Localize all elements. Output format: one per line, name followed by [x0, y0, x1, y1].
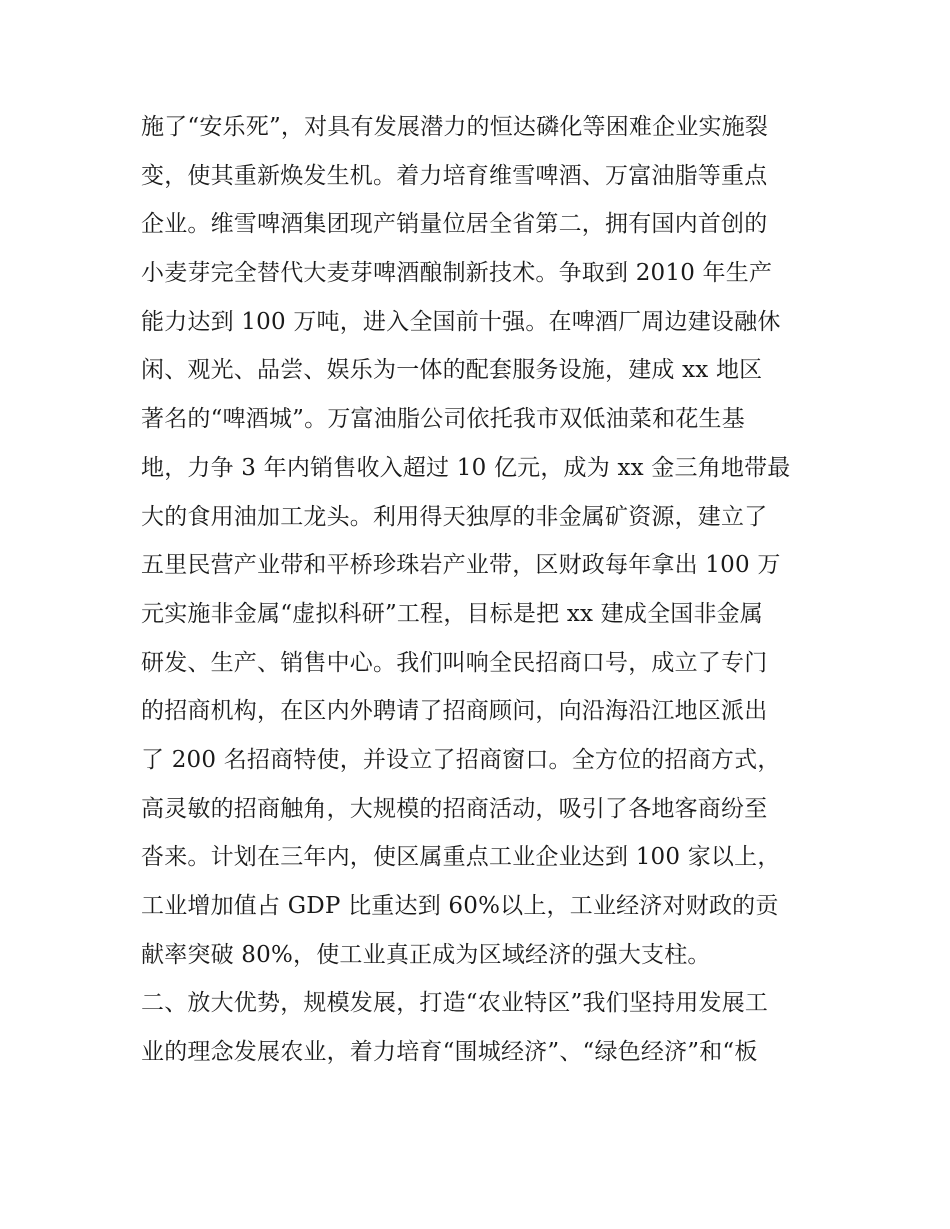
text-line: 著名的“啤酒城”。万富油脂公司依托我市双低油菜和花生基: [141, 406, 745, 433]
text-line: 了 200 名招商特使，并设立了招商窗口。全方位的招商方式，: [141, 746, 781, 773]
text-line: 工业增加值占 GDP 比重达到 60%以上，工业经济对财政的贡: [141, 893, 779, 919]
text-line: 元实施非金属“虚拟科研”工程，目标是把 xx 建成全国非金属: [141, 600, 764, 627]
body-text: [141, 103, 821, 1077]
text-line: 业的理念发展农业，着力培育“围城经济”、“绿色经济”和“板: [141, 1039, 758, 1066]
text-line: 施了“安乐死”，对具有发展潜力的恒达磷化等困难企业实施裂: [141, 114, 769, 140]
text-line: 能力达到 100 万吨，进入全国前十强。在啤酒厂周边建设融休: [141, 308, 781, 335]
text-line: 的招商机构，在区内外聘请了招商顾问，向沿海沿江地区派出: [141, 698, 768, 725]
text-line: 献率突破 80%，使工业真正成为区域经济的强大支柱。: [141, 941, 711, 968]
text-line: 大的食用油加工龙头。利用得天独厚的非金属矿资源，建立了: [141, 503, 768, 530]
text-line: 高灵敏的招商触角，大规模的招商活动，吸引了各地客商纷至: [141, 795, 768, 822]
text-line: 五里民营产业带和平桥珍珠岩产业带，区财政每年拿出 100 万: [141, 552, 781, 579]
text-line: 地，力争 3 年内销售收入超过 10 亿元，成为 xx 金三角地带最: [141, 454, 791, 481]
text-line: 变，使其重新焕发生机。着力培育维雪啤酒、万富油脂等重点: [141, 162, 768, 189]
text-line: 二、放大优势，规模发展，打造“农业特区”我们坚持用发展工: [141, 990, 769, 1017]
text-line: 小麦芽完全替代大麦芽啤酒酿制新技术。争取到 2010 年生产: [141, 260, 773, 287]
text-line: 研发、生产、销售中心。我们叫响全民招商口号，成立了专门: [141, 649, 768, 676]
text-line: 沓来。计划在三年内，使区属重点工业企业达到 100 家以上，: [141, 844, 781, 871]
text-line: 企业。维雪啤酒集团现产销量位居全省第二，拥有国内首创的: [141, 211, 768, 238]
text-line: 闲、观光、品尝、娱乐为一体的配套服务设施，建成 xx 地区: [141, 357, 763, 384]
